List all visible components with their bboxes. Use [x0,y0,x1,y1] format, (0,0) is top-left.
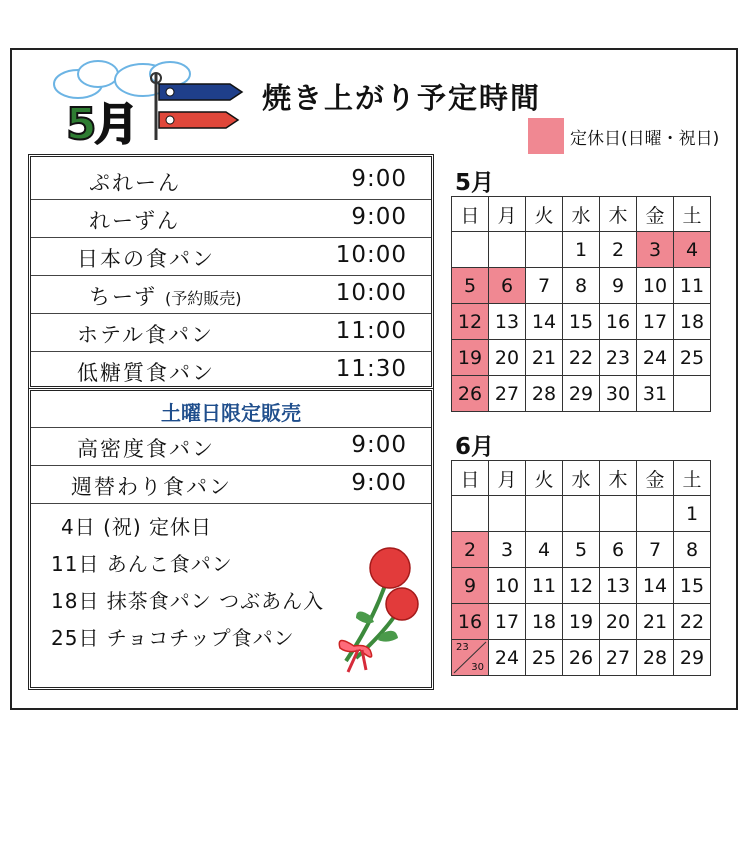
weekday-header: 金 [637,197,674,232]
menu-row [31,161,431,200]
saturday-schedule-line: 25日 チョコチップ食パン [51,626,295,650]
calendar-day: 14 [637,568,674,604]
saturday-schedule-line: 18日 抹茶食パン つぶあん入 [51,589,325,613]
calendar-day: 25 [674,340,711,376]
calendar-day: 4 [674,232,711,268]
menu-item-name: 低糖質食パン [77,361,215,385]
calendar-day: 3 [489,532,526,568]
weekday-header: 土 [674,461,711,496]
calendar-day: 5 [452,268,489,304]
calendar-day: 13 [600,568,637,604]
calendar-day [452,640,489,676]
weekday-header: 月 [489,197,526,232]
holiday-legend-label: 定休日(日曜・祝日) [570,129,720,149]
calendar-day: 26 [452,376,489,412]
menu-item-name: 日本の食パン [77,247,215,271]
calendar-day: 28 [526,376,563,412]
saturday-item-name: 週替わり食パン [71,475,232,499]
calendar-day: 27 [600,640,637,676]
calendar-day: 28 [637,640,674,676]
calendar-empty-cell [526,496,563,532]
calendar-day: 22 [563,340,600,376]
menu-row [31,313,431,352]
menu-item-name: れーずん [89,209,180,233]
saturday-item-time: 9:00 [351,432,407,458]
calendar-day: 11 [526,568,563,604]
menu-row [31,237,431,276]
calendar-day: 24 [489,640,526,676]
menu-row [31,275,431,314]
page-title: 焼き上がり予定時間 [262,81,542,115]
calendar-day: 30 [600,376,637,412]
calendar-day: 19 [563,604,600,640]
bake-time-list [28,154,434,389]
calendar-day: 16 [600,304,637,340]
calendar-empty-cell [489,232,526,268]
calendar-empty-cell [489,496,526,532]
calendar-day: 7 [526,268,563,304]
saturday-schedule-line: 11日 あんこ食パン [51,552,233,576]
calendar-empty-cell [452,496,489,532]
calendar-day: 7 [637,532,674,568]
calendar-empty-cell [452,232,489,268]
calendar-day: 6 [600,532,637,568]
calendar-day: 20 [489,340,526,376]
calendar-empty-cell [526,232,563,268]
calendar-day: 29 [563,376,600,412]
calendar-day: 6 [489,268,526,304]
calendar-day: 3 [637,232,674,268]
calendar-empty-cell [674,376,711,412]
calendar-day: 2 [452,532,489,568]
calendar-empty-cell [600,496,637,532]
calendar-day-part: 30 [471,662,484,673]
calendar-day: 11 [674,268,711,304]
weekday-header: 水 [563,197,600,232]
calendar-day: 13 [489,304,526,340]
calendar-day: 8 [674,532,711,568]
weekday-header: 木 [600,461,637,496]
saturday-item-row [31,465,431,504]
menu-row [31,351,431,389]
carnation-icon [326,546,426,676]
calendar-day: 10 [637,268,674,304]
weekday-header: 火 [526,461,563,496]
calendar-day: 20 [600,604,637,640]
calendar-day: 18 [674,304,711,340]
calendar-day: 8 [563,268,600,304]
weekday-header: 日 [452,461,489,496]
calendar-day: 21 [526,340,563,376]
month-badge: 5月 [66,99,137,150]
june-calendar [451,460,711,676]
calendar-day: 1 [563,232,600,268]
calendar-day: 12 [563,568,600,604]
weekday-header: 火 [526,197,563,232]
calendar-empty-cell [563,496,600,532]
weekday-header: 木 [600,197,637,232]
calendar-day: 10 [489,568,526,604]
menu-item-time: 11:00 [335,318,407,344]
saturday-item-name: 高密度食パン [77,437,215,461]
holiday-legend-swatch [528,118,564,154]
calendar-day: 26 [563,640,600,676]
calendar-day: 17 [637,304,674,340]
calendar-day: 18 [526,604,563,640]
menu-item-time: 9:00 [351,204,407,230]
calendar-day: 2 [600,232,637,268]
saturday-item-row [31,427,431,466]
calendar-day: 31 [637,376,674,412]
calendar-day: 17 [489,604,526,640]
calendar-day: 12 [452,304,489,340]
menu-item-time: 10:00 [335,280,407,306]
calendar-day: 24 [637,340,674,376]
calendar-day: 15 [563,304,600,340]
weekday-header: 水 [563,461,600,496]
menu-item-name: ホテル食パン [77,323,214,347]
calendar-day: 25 [526,640,563,676]
weekday-header: 月 [489,461,526,496]
calendar-day: 14 [526,304,563,340]
june-calendar-label: 6月 [455,434,495,460]
calendar-day-part: 23 [456,642,469,653]
koinobori-icon [150,72,250,140]
calendar-day: 22 [674,604,711,640]
calendar-day: 5 [563,532,600,568]
menu-item-name: ぷれーん [89,171,181,195]
weekday-header: 土 [674,197,711,232]
calendar-day: 21 [637,604,674,640]
calendar-day: 9 [452,568,489,604]
menu-row [31,199,431,238]
calendar-day: 27 [489,376,526,412]
menu-item-time: 11:30 [335,356,407,382]
calendar-empty-cell [637,496,674,532]
menu-item-time: 10:00 [335,242,407,268]
weekday-header: 日 [452,197,489,232]
calendar-day: 16 [452,604,489,640]
saturday-title: 土曜日限定販売 [31,395,431,428]
calendar-day: 23 [600,340,637,376]
calendar-day: 15 [674,568,711,604]
may-calendar-label: 5月 [455,170,495,196]
saturday-schedule-line: 4日 (祝) 定休日 [61,515,213,539]
menu-item-note: (予約販売) [164,289,242,308]
menu-item-time: 9:00 [351,166,407,192]
calendar-day: 19 [452,340,489,376]
menu-item-name: ちーず [89,285,157,309]
calendar-day: 4 [526,532,563,568]
calendar-day: 1 [674,496,711,532]
calendar-day: 29 [674,640,711,676]
may-calendar [451,196,711,412]
saturday-item-time: 9:00 [351,470,407,496]
weekday-header: 金 [637,461,674,496]
calendar-day: 9 [600,268,637,304]
